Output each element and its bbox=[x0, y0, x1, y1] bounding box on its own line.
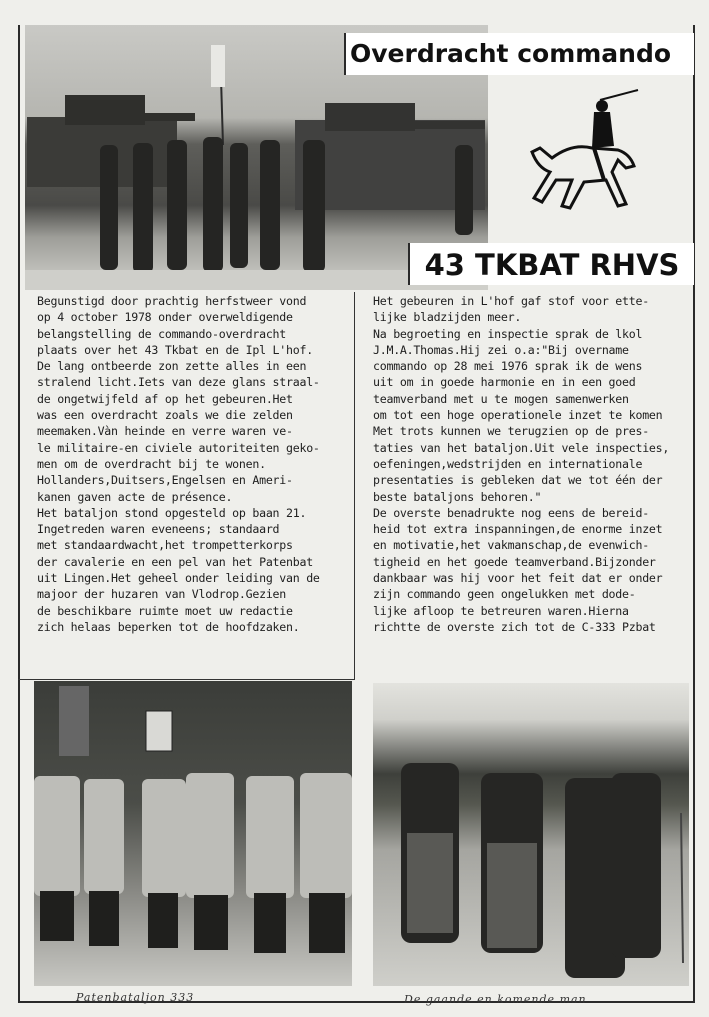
officers-photo-icon bbox=[373, 683, 689, 986]
page-title bbox=[344, 33, 694, 75]
photo-bottom-right bbox=[373, 683, 689, 986]
photo-caption-left: Patenbataljon 333 bbox=[76, 991, 195, 1004]
page-subtitle-text: 43 TKBAT RHVS bbox=[424, 248, 680, 282]
photo-bottom-left bbox=[34, 681, 352, 986]
column-divider bbox=[354, 292, 355, 679]
page-title-text: Overdracht commando bbox=[350, 39, 672, 68]
patenbataljon-photo-icon bbox=[34, 681, 352, 986]
page-subtitle bbox=[408, 243, 694, 285]
hussar-on-horse-icon bbox=[522, 88, 642, 228]
article-column-right: Het gebeuren in L'hof gaf stof voor ette- lijke bladzijden meer. Na begroeting en inspectie sprak de lkol J.M.A.Thomas.Hij zei o.a:"Bij overname commando op 28 mei 1976 sprak ik de wens uit om in goede harmonie en in een goed teamverband met u te mogen samenwerken om tot een hoge operationele inzet te komen Met trots kunnen we terugzien op de pres- taties van het bataljon.Uit vele inspecties, oefeningen,wedstrijden en internationale presentaties is gebleken dat we tot één der beste bataljons behoren." De overste benadrukte nog eens de bereid- heid tot extra inspanningen,de enorme inzet en motivatie,het vakmanschap,de evenwich- tigheid en het goede teamverband.Bijzonder dankbaar was hij voor het feit dat er onder zijn commando geen ongelukken met dode- lijke afloop te betreuren waren.Hierna richtte de overste zich tot de C-333 Pzbat bbox=[373, 294, 670, 634]
article-column-left: Begunstigd door prachtig herfstweer vond op 4 october 1978 onder overweldigende belangstelling de commando-overdracht plaats over het 43 Tkbat en de Ipl L'hof. De lang ontbeerde zon zette alles in een stralend licht.Iets van deze glans straal- de ongetwijfeld af op het gebeuren.Het was een overdracht zoals we die zelden meemaken.Vàn heinde en verre waren ve- le militaire-en civiele autoriteiten geko- men om de overdracht bij te wonen. Hollanders,Duitsers,Engelsen en Ameri- kanen gaven acte de présence. Het bataljon stond opgesteld op baan 21. Ingetreden waren eveneens; standaard met standaardwacht,het trompetterkorps der cavalerie en een pel van het Patenbat uit Lingen.Het geheel onder leiding van de majoor der huzaren van Vlodrop.Gezien de beschikbare ruimte moet uw redactie zich helaas beperken tot de hoofdzaken. bbox=[37, 294, 320, 634]
hussar-logo bbox=[522, 88, 642, 228]
section-divider bbox=[18, 679, 355, 680]
photo-caption-right: De gaande en komende man bbox=[404, 993, 587, 1006]
